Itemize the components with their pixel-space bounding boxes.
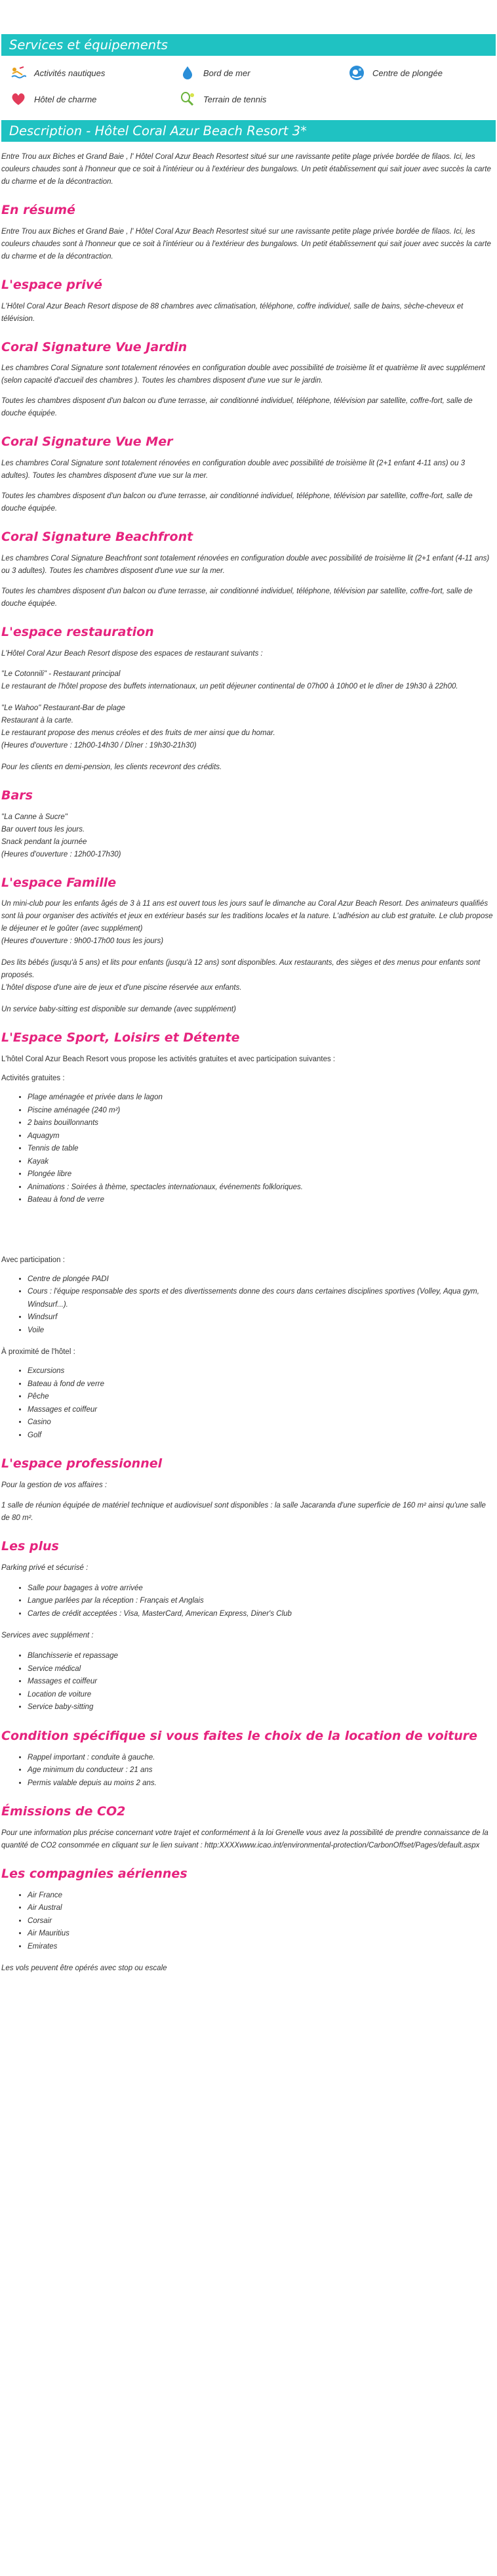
- sport-paid-list: [1, 1273, 496, 1338]
- watersports-icon: [9, 65, 28, 81]
- famille-text: Des lits bébés (jusqu'à 5 ans) et lits pour enfants (jusqu'à 12 ans) sont disponibles. Aux restaurants, des sièges et des menus pour enfants sont proposés.: [1, 959, 481, 980]
- list-item: • Permis valable depuis au moins 2 ans.: [28, 1777, 496, 1790]
- list-item: • Bateau à fond de verre: [28, 1378, 496, 1391]
- list-item: • Bateau à fond de verre: [28, 1194, 496, 1207]
- pro-text: 1 salle de réunion équipée de matériel technique et audiovisuel sont disponibles : la salle Jacaranda d'une superficie de 160 m² ainsi qu'une salle de 80 m².: [1, 1501, 486, 1522]
- famille-hours: (Heures d'ouverture : 9h00-17h00 tous les jours): [1, 937, 164, 946]
- bar-line: Snack pendant la journée: [1, 837, 87, 846]
- section-title-airlines: Les compagnies aériennes: [1, 1866, 188, 1881]
- intro-text: Entre Trou aux Biches et Grand Baie , l' Hôtel Coral Azur Beach Resortest situé sur une ravissante petite plage privée bordée de filaos. Ici, les couleurs chaudes sont à l'honneur que ce soit à l'intérieur ou à l'extérieur des bungalows. Un petit établissement qui sait jouer avec succès la carte du charme et de la décontraction.: [1, 153, 491, 186]
- bar-block: [1, 811, 496, 861]
- list-item: • Pêche: [28, 1391, 496, 1404]
- beachfront-equipment: Toutes les chambres disposent d'un balcon ou d'une terrasse, air conditionné individuel, téléphone, télévision par satellite, coffre-fort, salle de douche équipée.: [1, 587, 473, 608]
- list-item: • Age minimum du conducteur : 21 ans: [28, 1764, 496, 1777]
- famille-text: L'hôtel dispose d'une aire de jeux et d'une piscine réservée aux enfants.: [1, 984, 242, 992]
- plus-extra-list: [1, 1650, 496, 1714]
- pro-intro: Pour la gestion de vos affaires :: [1, 1481, 108, 1489]
- amenity-item: [9, 91, 178, 107]
- amenities-grid: [1, 65, 496, 107]
- section-title-pro: L'espace professionnel: [1, 1456, 163, 1471]
- section-title-bars: Bars: [1, 788, 33, 803]
- list-item: • Animations : Soirées à thème, spectacles internationaux, événements folkloriques.: [28, 1181, 496, 1194]
- restaurant-line: Le restaurant propose des menus créoles et des fruits de mer ainsi que du homar.: [1, 728, 275, 737]
- list-item: • Excursions: [28, 1365, 496, 1378]
- list-item: • Casino: [28, 1416, 496, 1429]
- section-title-espace-prive: L'espace privé: [1, 277, 103, 292]
- list-item: • Emirates: [28, 1941, 496, 1954]
- list-item: • Cours : l'équipe responsable des sports et des divertissements donne des cours dans certaines disciplines sportives (Volley, Aqua gym, Windsurf...).: [28, 1286, 496, 1311]
- section-title-resume: En résumé: [1, 203, 75, 217]
- sport-free-list: [1, 1091, 496, 1207]
- plus-extra-label: Services avec supplément :: [1, 1632, 94, 1640]
- amenity-item: [348, 65, 497, 81]
- page: [0, 34, 497, 1975]
- section-title-co2: Émissions de CO2: [1, 1804, 126, 1819]
- list-item: • 2 bains bouillonnants: [28, 1117, 496, 1130]
- vue-mer-equipment: Toutes les chambres disposent d'un balcon ou d'une terrasse, air conditionné individuel, téléphone, télévision par satellite, coffre-fort, salle de douche équipée.: [1, 492, 473, 513]
- list-item: • Aquagym: [28, 1130, 496, 1143]
- plus-secure-label: Parking privé et sécurisé :: [1, 1563, 89, 1572]
- list-item: • Air France: [28, 1890, 496, 1903]
- amenity-label: Hôtel de charme: [34, 94, 97, 104]
- sport-paid-label: Avec participation :: [1, 1256, 65, 1264]
- amenity-label: Terrain de tennis: [203, 94, 267, 104]
- famille-babysitting: Un service baby-sitting est disponible sur demande (avec supplément): [1, 1005, 236, 1014]
- list-item: • Salle pour bagages à votre arrivée: [28, 1582, 496, 1595]
- sport-near-label: À proximité de l'hôtel :: [1, 1348, 75, 1357]
- amenity-item: [178, 91, 348, 107]
- section-title-restauration: L'espace restauration: [1, 624, 154, 639]
- list-item: • Voile: [28, 1324, 496, 1338]
- list-item: • Air Mauritius: [28, 1928, 496, 1941]
- amenity-item: [178, 65, 348, 81]
- amenity-label: Centre de plongée: [372, 68, 443, 78]
- restaurant-line: Restaurant à la carte.: [1, 716, 73, 725]
- espace-prive-text: L'Hôtel Coral Azur Beach Resort dispose de 88 chambres avec climatisation, téléphone, coffre individuel, salle de bains, sèche-cheveux et télévision.: [1, 302, 464, 323]
- co2-text: Pour une information plus précise concernant votre trajet et conformément à la loi Grenelle vous avez la possibilité de prendre connaissance de la quantité de CO2 consommée en cliquant sur le lien suivant : http:XXXXwww.icao.int/environmental-protection/CarbonOffset/Pages/default.aspx: [1, 1828, 488, 1849]
- airlines-note: Les vols peuvent être opérés avec stop ou escale: [1, 1964, 167, 1973]
- diving-icon: [348, 65, 366, 81]
- restaurant-block: [1, 702, 496, 752]
- list-item: • Massages et coiffeur: [28, 1676, 496, 1689]
- restaurant-block: [1, 668, 496, 693]
- amenities-banner: Services et équipements: [1, 34, 496, 56]
- vue-mer-text: Les chambres Coral Signature sont totalement rénovées en configuration double avec possibilité de troisième lit (2+1 enfant 4-11 ans) ou 3 adultes). Toutes les chambres disposent d'une vue sur la mer.: [1, 459, 466, 480]
- bar-line: "La Canne à Sucre": [1, 813, 68, 821]
- restaurant-line: "Le Cotonnili" - Restaurant principal: [1, 669, 121, 678]
- description-banner: Description - Hôtel Coral Azur Beach Resort 3*: [1, 120, 496, 142]
- list-item: • Massages et coiffeur: [28, 1404, 496, 1417]
- section-title-vue-jardin: Coral Signature Vue Jardin: [1, 339, 188, 354]
- vue-jardin-text: Les chambres Coral Signature sont totalement rénovées en configuration double avec possibilité de troisième lit et quatrième lit avec supplément (selon capacité d'accueil des chambres ). Toutes les chambres disposent d'une vue sur le jardin.: [1, 364, 485, 385]
- location-list: [1, 1752, 496, 1790]
- section-title-beachfront: Coral Signature Beachfront: [1, 530, 193, 545]
- list-item: • Air Austral: [28, 1902, 496, 1915]
- section-title-famille: L'espace Famille: [1, 875, 117, 890]
- section-title-location: Condition spécifique si vous faites le choix de la location de voiture: [1, 1728, 478, 1743]
- famille-block: [1, 898, 496, 948]
- list-item: • Location de voiture: [28, 1689, 496, 1702]
- list-item: • Piscine aménagée (240 m²): [28, 1105, 496, 1118]
- list-item: • Langue parlées par la réception : Français et Anglais: [28, 1595, 496, 1608]
- list-item: • Service médical: [28, 1663, 496, 1676]
- tennis-icon: [178, 91, 197, 107]
- restaurant-line: Le restaurant de l'hôtel propose des buffets internationaux, un petit déjeuner continental de 07h00 à 10h00 et le dîner de 19h30 à 22h00.: [1, 682, 458, 690]
- restauration-intro: L'Hôtel Coral Azur Beach Resort dispose des espaces de restaurant suivants :: [1, 649, 263, 658]
- section-title-plus: Les plus: [1, 1538, 59, 1553]
- list-item: • Rappel important : conduite à gauche.: [28, 1752, 496, 1765]
- amenity-label: Bord de mer: [203, 68, 250, 78]
- sport-intro: L'hôtel Coral Azur Beach Resort vous propose les activités gratuites et avec participation suivantes :: [1, 1055, 336, 1064]
- section-title-vue-mer: Coral Signature Vue Mer: [1, 434, 173, 450]
- list-item: • Tennis de table: [28, 1143, 496, 1156]
- bar-line: (Heures d'ouverture : 12h00-17h30): [1, 850, 121, 858]
- heart-icon: [9, 91, 28, 107]
- resume-text: Entre Trou aux Biches et Grand Baie , l' Hôtel Coral Azur Beach Resortest situé sur une ravissante petite plage privée bordée de filaos. Ici, les couleurs chaudes sont à l'honneur que ce soit à l'intérieur ou à l'extérieur des bungalows. Un petit établissement qui sait jouer avec succès la carte du charme et de la décontraction.: [1, 227, 491, 261]
- airlines-list: [1, 1890, 496, 1954]
- restaurant-line: "Le Wahoo" Restaurant-Bar de plage: [1, 704, 125, 712]
- amenity-label: Activités nautiques: [34, 68, 106, 78]
- beachfront-text: Les chambres Coral Signature Beachfront sont totalement rénovées en configuration double avec possibilité de troisième lit (2+1 enfant (4-11 ans) ou 3 adultes). Toutes les chambres disposent d'une vue sur la mer.: [1, 554, 490, 575]
- restauration-note: Pour les clients en demi-pension, les clients recevront des crédits.: [1, 763, 222, 771]
- bar-line: Bar ouvert tous les jours.: [1, 825, 85, 834]
- list-item: • Kayak: [28, 1156, 496, 1169]
- list-item: • Blanchisserie et repassage: [28, 1650, 496, 1663]
- famille-text: Un mini-club pour les enfants âgés de 3 à 11 ans est ouvert tous les jours sauf le dimanche au Coral Azur Beach Resort. Des animateurs qualifiés sont là pour organiser des activités et jeux en extérieur basés sur les traditions locales et la nature. L'adhésion au club est gratuite. Le club propose le déjeuner et le goûter (avec supplément): [1, 900, 493, 933]
- famille-block: [1, 957, 496, 994]
- list-item: • Windsurf: [28, 1311, 496, 1324]
- sport-near-list: [1, 1365, 496, 1442]
- list-item: • Golf: [28, 1429, 496, 1443]
- list-item: • Corsair: [28, 1915, 496, 1928]
- list-item: • Plongée libre: [28, 1168, 496, 1181]
- plus-secure-list: [1, 1582, 496, 1621]
- list-item: • Service baby-sitting: [28, 1701, 496, 1714]
- restaurant-line: (Heures d'ouverture : 12h00-14h30 / Dîner : 19h30-21h30): [1, 741, 197, 750]
- water-drop-icon: [178, 65, 197, 81]
- list-item: • Cartes de crédit acceptées : Visa, MasterCard, American Express, Diner's Club: [28, 1608, 496, 1621]
- list-item: • Centre de plongée PADI: [28, 1273, 496, 1286]
- vue-jardin-equipment: Toutes les chambres disposent d'un balcon ou d'une terrasse, air conditionné individuel, téléphone, télévision par satellite, coffre-fort, salle de douche équipée.: [1, 397, 473, 418]
- sport-free-label: Activités gratuites :: [1, 1074, 65, 1083]
- list-item: • Plage aménagée et privée dans le lagon: [28, 1091, 496, 1105]
- section-title-sport: L'Espace Sport, Loisirs et Détente: [1, 1030, 240, 1045]
- amenity-item: [9, 65, 178, 81]
